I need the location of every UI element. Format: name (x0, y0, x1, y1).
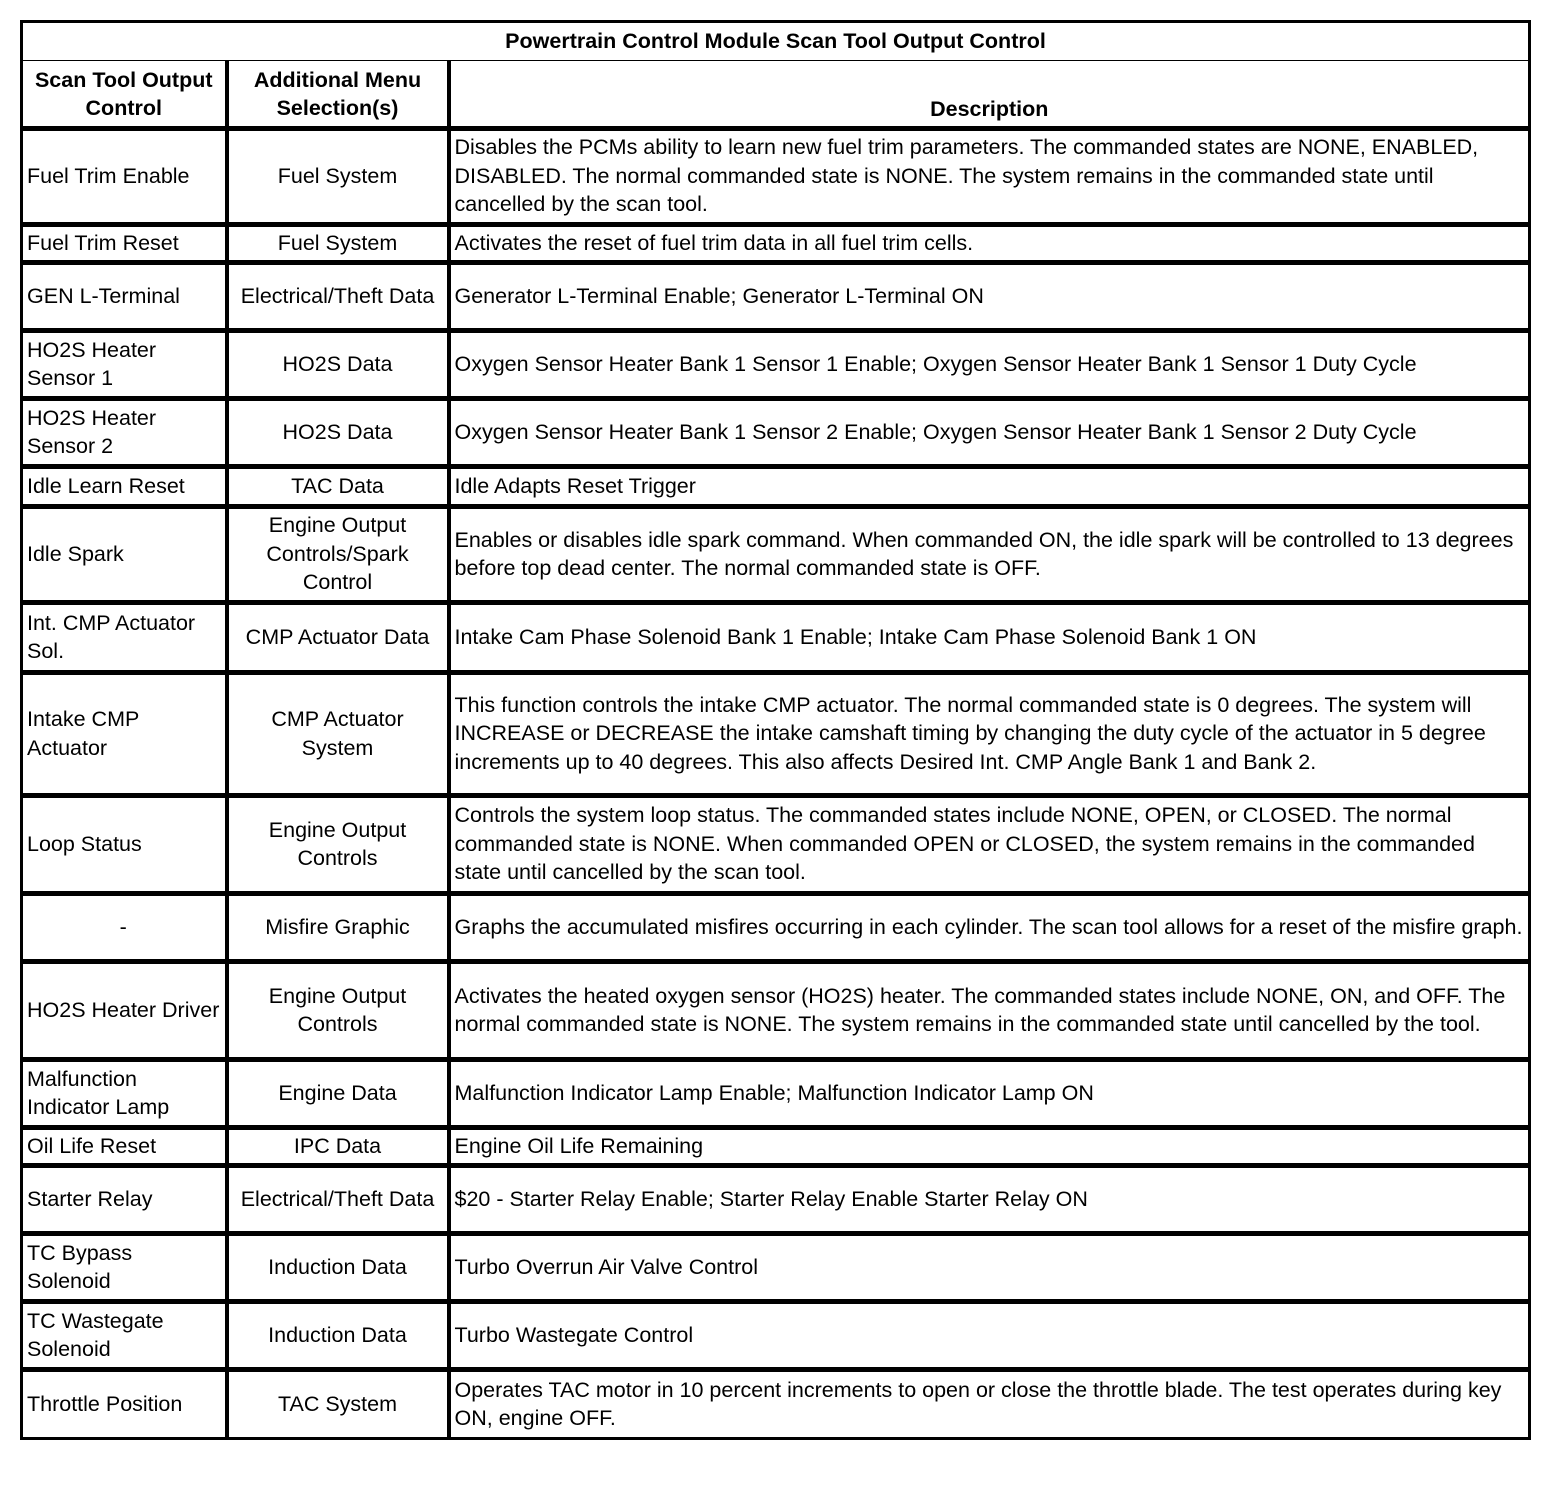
header-scan-tool-output-control: Scan Tool Output Control (22, 61, 227, 129)
description-cell: Oxygen Sensor Heater Bank 1 Sensor 2 Enable; Oxygen Sensor Heater Bank 1 Sensor 2 Duty Cycle (449, 399, 1530, 467)
output-control-cell: Intake CMP Actuator (22, 673, 227, 796)
description-cell: $20 - Starter Relay Enable; Starter Relay Enable Starter Relay ON (449, 1166, 1530, 1234)
description-cell: Intake Cam Phase Solenoid Bank 1 Enable; Intake Cam Phase Solenoid Bank 1 ON (449, 603, 1530, 673)
table-row (22, 225, 1530, 263)
table-row (22, 894, 1530, 962)
pcm-output-control-table (20, 20, 1531, 1440)
description-cell: This function controls the intake CMP actuator. The normal commanded state is 0 degrees. The system will INCREASE or DECREASE the intake camshaft timing by changing the duty cycle of the actuator in 5 degree increments up to 40 degrees. This also affects Desired Int. CMP Angle Bank 1 and Bank 2. (449, 673, 1530, 796)
menu-selection-cell: TAC Data (227, 467, 449, 507)
description-cell: Turbo Wastegate Control (449, 1302, 1530, 1370)
menu-selection-cell: Fuel System (227, 129, 449, 225)
menu-selection-cell: HO2S Data (227, 399, 449, 467)
description-cell: Oxygen Sensor Heater Bank 1 Sensor 1 Enable; Oxygen Sensor Heater Bank 1 Sensor 1 Duty Cycle (449, 331, 1530, 399)
table-row (22, 1166, 1530, 1234)
table-row (22, 467, 1530, 507)
table-row (22, 129, 1530, 225)
description-cell: Disables the PCMs ability to learn new fuel trim parameters. The commanded states are NONE, ENABLED, DISABLED. The normal commanded state is NONE. The system remains in the commanded state until cancelled by the scan tool. (449, 129, 1530, 225)
table-row (22, 673, 1530, 796)
table-row (22, 1370, 1530, 1439)
menu-selection-cell: CMP Actuator Data (227, 603, 449, 673)
menu-selection-cell: Induction Data (227, 1234, 449, 1302)
table-row (22, 1128, 1530, 1166)
table-row (22, 263, 1530, 331)
table-row (22, 962, 1530, 1060)
description-cell: Engine Oil Life Remaining (449, 1128, 1530, 1166)
menu-selection-cell: IPC Data (227, 1128, 449, 1166)
output-control-cell: Oil Life Reset (22, 1128, 227, 1166)
output-control-cell: HO2S Heater Sensor 1 (22, 331, 227, 399)
menu-selection-cell: CMP Actuator System (227, 673, 449, 796)
description-cell: Idle Adapts Reset Trigger (449, 467, 1530, 507)
description-cell: Activates the reset of fuel trim data in all fuel trim cells. (449, 225, 1530, 263)
table-row (22, 399, 1530, 467)
menu-selection-cell: Electrical/Theft Data (227, 1166, 449, 1234)
table-title-row (22, 22, 1530, 61)
table-row (22, 507, 1530, 603)
output-control-cell: Fuel Trim Enable (22, 129, 227, 225)
menu-selection-cell: Engine Output Controls/Spark Control (227, 507, 449, 603)
menu-selection-cell: Engine Data (227, 1060, 449, 1128)
menu-selection-cell: Fuel System (227, 225, 449, 263)
menu-selection-cell: Electrical/Theft Data (227, 263, 449, 331)
output-control-cell: Starter Relay (22, 1166, 227, 1234)
output-control-cell: Throttle Position (22, 1370, 227, 1439)
menu-selection-cell: Engine Output Controls (227, 962, 449, 1060)
output-control-cell: HO2S Heater Driver (22, 962, 227, 1060)
description-cell: Generator L-Terminal Enable; Generator L-Terminal ON (449, 263, 1530, 331)
description-cell: Malfunction Indicator Lamp Enable; Malfunction Indicator Lamp ON (449, 1060, 1530, 1128)
output-control-cell: TC Bypass Solenoid (22, 1234, 227, 1302)
output-control-cell: Fuel Trim Reset (22, 225, 227, 263)
menu-selection-cell: TAC System (227, 1370, 449, 1439)
table-row (22, 331, 1530, 399)
menu-selection-cell: Engine Output Controls (227, 796, 449, 894)
output-control-cell: GEN L-Terminal (22, 263, 227, 331)
menu-selection-cell: Induction Data (227, 1302, 449, 1370)
output-control-cell: Loop Status (22, 796, 227, 894)
output-control-cell: - (22, 894, 227, 962)
description-cell: Operates TAC motor in 10 percent increments to open or close the throttle blade. The test operates during key ON, engine OFF. (449, 1370, 1530, 1439)
table-row (22, 1234, 1530, 1302)
header-description: Description (449, 61, 1530, 129)
table-row (22, 1060, 1530, 1128)
description-cell: Graphs the accumulated misfires occurring in each cylinder. The scan tool allows for a reset of the misfire graph. (449, 894, 1530, 962)
menu-selection-cell: Misfire Graphic (227, 894, 449, 962)
table-row (22, 1302, 1530, 1370)
output-control-cell: HO2S Heater Sensor 2 (22, 399, 227, 467)
description-cell: Enables or disables idle spark command. When commanded ON, the idle spark will be controlled to 13 degrees before top dead center. The normal commanded state is OFF. (449, 507, 1530, 603)
description-cell: Activates the heated oxygen sensor (HO2S) heater. The commanded states include NONE, ON, and OFF. The normal commanded state is NONE. The system remains in the commanded state until cancelled by the tool. (449, 962, 1530, 1060)
header-additional-menu-selections: Additional Menu Selection(s) (227, 61, 449, 129)
table-title: Powertrain Control Module Scan Tool Output Control (22, 22, 1530, 61)
output-control-cell: Int. CMP Actuator Sol. (22, 603, 227, 673)
description-cell: Turbo Overrun Air Valve Control (449, 1234, 1530, 1302)
description-cell: Controls the system loop status. The commanded states include NONE, OPEN, or CLOSED. The normal commanded state is NONE. When commanded OPEN or CLOSED, the system remains in the commanded state until cancelled by the scan tool. (449, 796, 1530, 894)
table-row (22, 796, 1530, 894)
output-control-cell: Idle Learn Reset (22, 467, 227, 507)
output-control-cell: Malfunction Indicator Lamp (22, 1060, 227, 1128)
table-header-row (22, 61, 1530, 129)
table-row (22, 603, 1530, 673)
menu-selection-cell: HO2S Data (227, 331, 449, 399)
output-control-cell: TC Wastegate Solenoid (22, 1302, 227, 1370)
output-control-cell: Idle Spark (22, 507, 227, 603)
